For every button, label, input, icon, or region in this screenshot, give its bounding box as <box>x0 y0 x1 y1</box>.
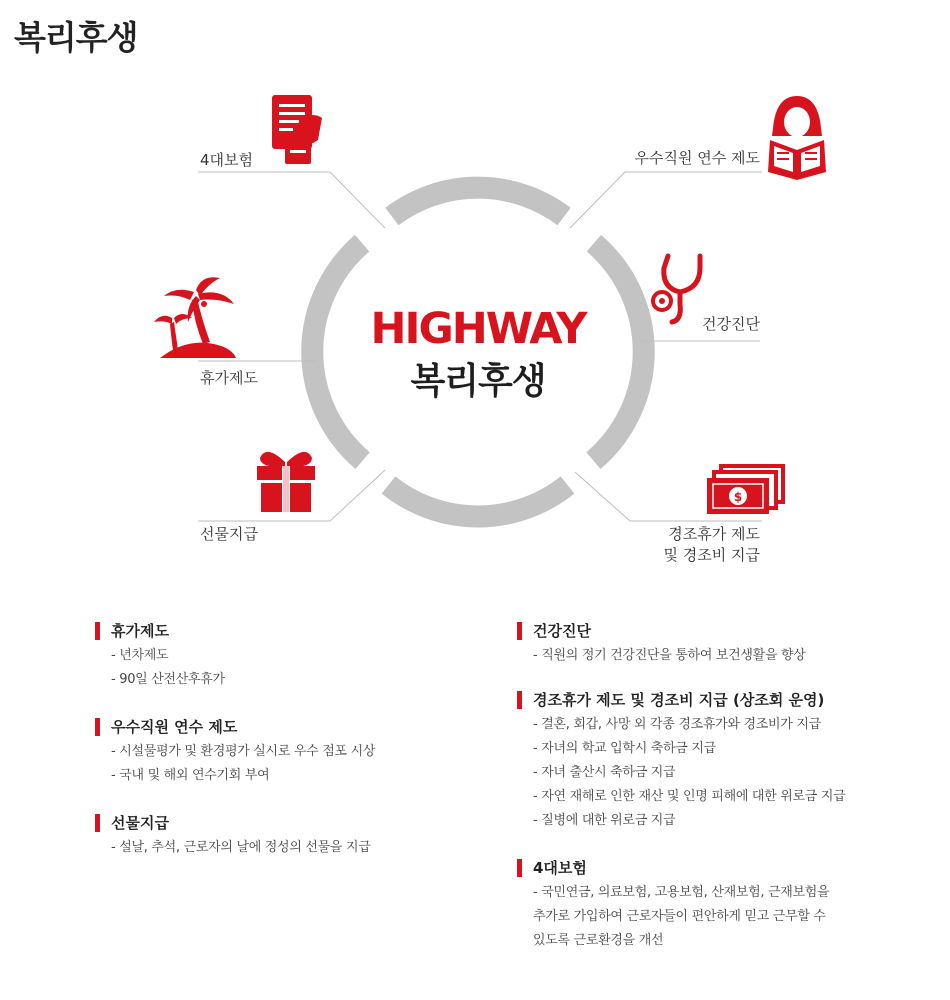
node-label-condolence-line2: 및 경조비 지급 <box>663 546 760 564</box>
ring-segment-bottom <box>389 485 568 516</box>
list-item: - 국민연금, 의료보험, 고용보험, 산재보험, 근재보험을 <box>533 885 830 900</box>
hub-title: 복리후생 <box>410 361 546 402</box>
list-item: - 년차제도 <box>111 648 169 663</box>
section-condolence <box>517 690 845 833</box>
gift-box-icon <box>257 452 315 512</box>
list-item: - 질병에 대한 위로금 지급 <box>533 813 676 828</box>
insurance-document-hand-icon <box>272 95 322 164</box>
node-label-insurance: 4대보험 <box>200 151 254 169</box>
ring-segment-top <box>392 188 564 217</box>
person-reading-book-icon <box>768 96 826 180</box>
list-item: - 자녀의 학교 입학시 축하금 지급 <box>533 741 716 756</box>
section-list <box>95 740 375 788</box>
list-item: - 자녀 출산시 축하금 지급 <box>533 765 676 780</box>
node-label-condolence-line1: 경조휴가 제도 <box>668 525 760 543</box>
svg-text:$: $ <box>733 490 743 504</box>
connector-insurance <box>198 172 385 228</box>
list-item: - 시설물평가 및 환경평가 실시로 우수 점포 시상 <box>111 744 376 759</box>
list-item: - 결혼, 회갑, 사망 외 각종 경조휴가와 경조비가 지급 <box>533 717 821 732</box>
section-training <box>95 717 375 788</box>
stethoscope-icon <box>653 256 700 322</box>
ring-segment-right <box>593 243 643 460</box>
node-label-condolence <box>664 524 760 566</box>
hub-brand-logo: HIGHWAY <box>370 304 586 354</box>
money-bills-icon <box>707 466 783 514</box>
node-label-training: 우수직원 연수 제도 <box>634 149 760 167</box>
section-heading: 4대보험 <box>517 858 829 878</box>
palm-tree-island-icon <box>154 277 236 358</box>
section-list <box>517 881 829 953</box>
section-insurance <box>517 858 829 953</box>
section-list <box>95 644 225 692</box>
section-list <box>517 644 806 668</box>
list-item: - 국내 및 해외 연수기회 부여 <box>111 768 270 783</box>
section-heading: 경조휴가 제도 및 경조비 지급 (상조회 운영) <box>517 690 845 710</box>
list-item: - 설날, 추석, 근로자의 날에 정성의 선물을 지급 <box>111 840 371 855</box>
list-item: - 90일 산전산후휴가 <box>111 672 225 687</box>
section-list <box>517 713 845 833</box>
section-heading: 건강진단 <box>517 621 806 641</box>
section-heading: 선물지급 <box>95 813 371 833</box>
section-list <box>95 836 371 860</box>
list-item: - 직원의 정기 건강진단을 통하여 보건생활을 향상 <box>533 648 806 663</box>
section-heading: 휴가제도 <box>95 621 225 641</box>
node-label-gift: 선물지급 <box>200 525 258 543</box>
ring-segment-left <box>312 243 362 460</box>
section-gift <box>95 813 371 860</box>
list-item: 있도록 근로환경을 개선 <box>533 933 664 948</box>
connector-training <box>570 172 762 228</box>
list-item: 추가로 가입하여 근로자들이 편안하게 믿고 근무할 수 <box>533 909 826 924</box>
node-label-health: 건강진단 <box>702 315 760 333</box>
page-title: 복리후생 <box>14 18 138 57</box>
section-health <box>517 621 806 668</box>
list-item: - 자연 재해로 인한 재산 및 인명 피해에 대한 위로금 지급 <box>533 789 846 804</box>
section-vacation <box>95 621 225 692</box>
node-label-vacation: 휴가제도 <box>200 369 258 387</box>
section-heading: 우수직원 연수 제도 <box>95 717 375 737</box>
